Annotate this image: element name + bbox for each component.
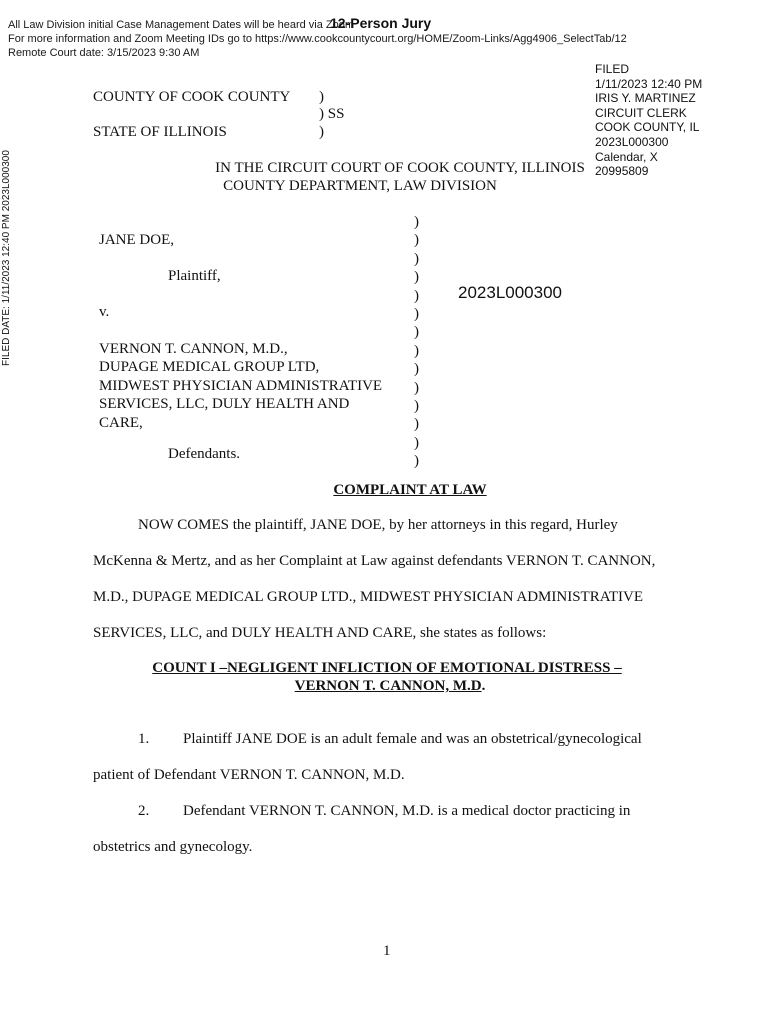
side-filed-stamp: FILED DATE: 1/11/2023 12:40 PM 2023L000300 <box>1 150 12 366</box>
caption-paren: ) <box>414 250 419 267</box>
paragraph-text: Defendant VERNON T. CANNON, M.D. is a medical doctor practicing in <box>183 803 631 819</box>
filed-stamp-line: IRIS Y. MARTINEZ <box>595 91 696 106</box>
case-number: 2023L000300 <box>458 283 563 302</box>
defendant-line: SERVICES, LLC, DULY HEALTH AND <box>99 396 350 413</box>
count-heading-defendant-name: VERNON T. CANNON, M.D <box>294 678 482 694</box>
versus: v. <box>99 304 110 320</box>
caption-paren: ) <box>414 287 419 304</box>
intro-line: M.D., DUPAGE MEDICAL GROUP LTD., MIDWEST PHYSICIAN ADMINISTRATIVE <box>93 589 644 605</box>
count-heading-defendant <box>190 678 590 695</box>
filed-stamp-line: 1/11/2023 12:40 PM <box>595 76 703 91</box>
zoom-info-line: For more information and Zoom Meeting IDs go to https://www.cookcountycourt.org/HOME/Zoom-Links/Agg4906_SelectTab/12 <box>8 33 627 45</box>
court-division: COUNTY DEPARTMENT, LAW DIVISION <box>223 178 497 194</box>
caption-paren: ) <box>414 379 419 396</box>
venue-paren: ) <box>319 89 324 105</box>
caption-paren: ) <box>414 434 419 451</box>
defendant-line: CARE, <box>99 414 143 431</box>
caption-paren: ) <box>414 416 419 433</box>
count-heading-period: . <box>481 678 486 694</box>
paragraph-text: obstetrics and gynecology. <box>93 839 253 855</box>
defendant-list <box>99 340 382 432</box>
paragraph-number: 2. <box>138 803 150 819</box>
jury-demand: 12-Person Jury <box>330 15 432 31</box>
caption-paren: ) <box>414 305 419 322</box>
page-number: 1 <box>383 943 391 959</box>
venue-paren: ) <box>319 124 324 140</box>
venue-ss: ) SS <box>319 106 345 122</box>
plaintiff-role: Plaintiff, <box>168 268 221 284</box>
intro-line: SERVICES, LLC, and DULY HEALTH AND CARE, she states as follows: <box>93 625 547 641</box>
count-heading: COUNT I –NEGLIGENT INFLICTION OF EMOTIONAL DISTRESS – <box>152 660 622 676</box>
defendant-line: MIDWEST PHYSICIAN ADMINISTRATIVE <box>99 377 383 394</box>
paragraph-text: patient of Defendant VERNON T. CANNON, M.D. <box>93 767 405 783</box>
caption-paren: ) <box>414 269 419 286</box>
intro-line: NOW COMES the plaintiff, JANE DOE, by her attorneys in this regard, Hurley <box>138 517 618 533</box>
caption-paren: ) <box>414 453 419 470</box>
filed-stamp-line: 2023L000300 <box>595 134 669 149</box>
paragraph-text: Plaintiff JANE DOE is an adult female and was an obstetrical/gynecological <box>183 731 642 747</box>
venue-state: STATE OF ILLINOIS <box>93 124 227 140</box>
caption-paren: ) <box>414 324 419 341</box>
intro-line: McKenna & Mertz, and as her Complaint at Law against defendants VERNON T. CANNON, <box>93 553 656 569</box>
filed-stamp-line: FILED <box>595 62 630 76</box>
zoom-notice-line: All Law Division initial Case Management Dates will be heard via Zoom <box>8 19 355 31</box>
caption-paren: ) <box>414 361 419 378</box>
caption-paren: ) <box>414 214 419 230</box>
caption-paren: ) <box>414 342 419 359</box>
caption-paren-column <box>414 213 419 470</box>
filed-stamp-line: CIRCUIT CLERK <box>595 105 687 120</box>
filed-stamp-line: Calendar, X <box>595 149 658 164</box>
caption-paren: ) <box>414 232 419 249</box>
filed-stamp-line: COOK COUNTY, IL <box>595 120 700 135</box>
defendant-line: VERNON T. CANNON, M.D., <box>99 341 288 357</box>
paragraph-number: 1. <box>138 731 150 747</box>
plaintiff-name: JANE DOE, <box>99 232 174 248</box>
defendant-line: DUPAGE MEDICAL GROUP LTD, <box>99 359 320 376</box>
remote-court-date: Remote Court date: 3/15/2023 9:30 AM <box>8 47 200 59</box>
filed-stamp-line: 20995809 <box>595 164 649 179</box>
defendant-role: Defendants. <box>168 446 241 462</box>
court-name: IN THE CIRCUIT COURT OF COOK COUNTY, ILLINOIS <box>215 160 585 176</box>
document-title: COMPLAINT AT LAW <box>333 482 487 498</box>
venue-county: COUNTY OF COOK COUNTY <box>93 89 291 105</box>
caption-paren: ) <box>414 397 419 414</box>
